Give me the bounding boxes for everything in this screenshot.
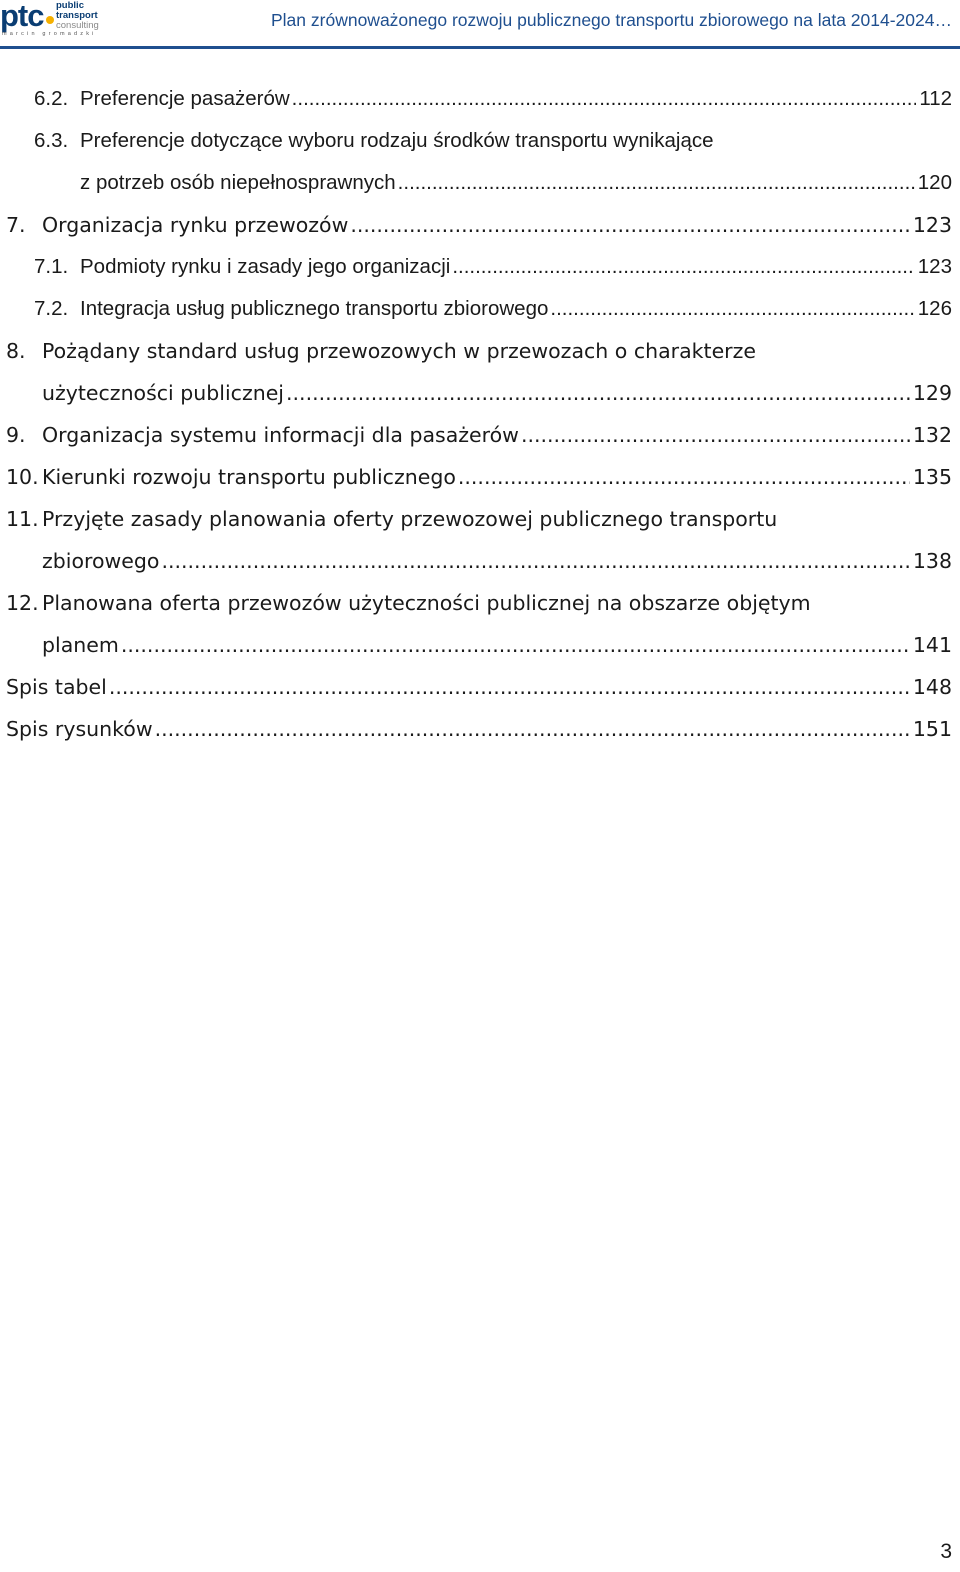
toc-entry-number: 11. — [6, 507, 39, 531]
logo-words — [56, 1, 99, 31]
toc-entry-page: 132 — [912, 423, 952, 447]
toc-dot-leader — [521, 414, 910, 456]
toc-entry-title: Planowana oferta przewozów użyteczności publicznej na obszarze objętym — [42, 591, 811, 615]
toc-dot-leader — [109, 666, 910, 708]
toc-entry-title: Kierunki rozwoju transportu publicznego — [42, 465, 456, 489]
toc-entry-number: 6.2. — [34, 87, 69, 110]
toc-entry-page: 120 — [917, 171, 952, 194]
toc-dot-leader — [452, 246, 914, 288]
toc-entry-number: 12. — [6, 591, 39, 615]
toc-dot-leader — [155, 708, 910, 750]
toc-dot-leader — [350, 204, 910, 246]
logo-dot-icon — [46, 16, 54, 24]
toc-entry-title: Organizacja systemu informacji dla pasażerów — [42, 423, 519, 447]
logo-word-1: public — [56, 0, 84, 11]
toc-entry-title: Preferencje pasażerów — [80, 87, 290, 110]
toc-entry-page: 126 — [917, 297, 952, 320]
toc-entry-page: 151 — [912, 717, 952, 741]
page-number: 3 — [940, 1540, 952, 1563]
toc-entry-page: 123 — [912, 213, 952, 237]
toc-dot-leader — [458, 456, 910, 498]
logo-word-2: transport — [56, 10, 98, 21]
page-header — [0, 0, 960, 44]
toc-entry-continuation[interactable] — [42, 624, 952, 666]
toc-entry-number: 10. — [6, 465, 39, 489]
toc-dot-leader — [398, 162, 915, 204]
toc-entry[interactable] — [6, 708, 952, 750]
toc-entry-title: Spis tabel — [6, 675, 107, 699]
toc-entry-title: Integracja usług publicznego transportu zbiorowego — [80, 297, 549, 320]
toc-entry-page: 112 — [919, 87, 952, 110]
toc-entry-title: Podmioty rynku i zasady jego organizacji — [80, 255, 451, 278]
toc-entry[interactable] — [6, 456, 952, 498]
toc-entry-title: Preferencje dotyczące wyboru rodzaju środków transportu wynikające — [80, 129, 714, 152]
toc-entry-title: planem — [42, 633, 119, 657]
toc-entry[interactable] — [6, 414, 952, 456]
toc-entry-title: Przyjęte zasady planowania oferty przewozowej publicznego transportu — [42, 507, 778, 531]
toc-entry-page: 129 — [912, 381, 952, 405]
toc-entry-page: 123 — [917, 255, 952, 278]
toc-entry-title: Organizacja rynku przewozów — [42, 213, 349, 237]
toc-entry[interactable] — [34, 246, 952, 288]
toc-entry-number: 7. — [6, 213, 26, 237]
toc-entry[interactable] — [34, 120, 952, 162]
toc-entry[interactable] — [34, 288, 952, 330]
toc-dot-leader — [550, 288, 914, 330]
toc-entry-title: użyteczności publicznej — [42, 381, 285, 405]
toc-entry[interactable] — [6, 204, 952, 246]
toc-entry-number: 7.2. — [34, 297, 69, 320]
document-title: Plan zrównoważonego rozwoju publicznego transportu zbiorowego na lata 2014-2024… — [271, 10, 952, 30]
toc-dot-leader — [161, 540, 909, 582]
toc-entry-number: 7.1. — [34, 255, 69, 278]
logo-author: marcin gromadzki — [2, 31, 97, 37]
toc-entry-continuation[interactable] — [42, 372, 952, 414]
toc-entry-number: 8. — [6, 339, 26, 363]
toc-entry[interactable] — [6, 330, 952, 372]
toc-dot-leader — [292, 78, 917, 120]
ptc-logo — [0, 0, 100, 40]
toc-entry-title: z potrzeb osób niepełnosprawnych — [80, 171, 396, 194]
toc-entry-continuation[interactable] — [80, 162, 952, 204]
toc-entry-number: 9. — [6, 423, 26, 447]
toc-entry[interactable] — [6, 666, 952, 708]
toc-entry-continuation[interactable] — [42, 540, 952, 582]
logo-mark: ptc — [0, 0, 44, 33]
toc-entry[interactable] — [34, 78, 952, 120]
toc-dot-leader — [121, 624, 910, 666]
toc-entry-page: 138 — [912, 549, 952, 573]
toc-entry[interactable] — [6, 498, 952, 540]
toc-entry-page: 148 — [912, 675, 952, 699]
toc-entry-number: 6.3. — [34, 129, 69, 152]
toc-entry-page: 135 — [912, 465, 952, 489]
toc-dot-leader — [286, 372, 910, 414]
toc-entry-page: 141 — [912, 633, 952, 657]
header-divider — [0, 46, 960, 49]
toc-entry-title: zbiorowego — [42, 549, 160, 573]
logo-word-3: consulting — [56, 20, 99, 31]
toc-entry[interactable] — [6, 582, 952, 624]
toc-entry-title: Spis rysunków — [6, 717, 153, 741]
toc-entry-title: Pożądany standard usług przewozowych w przewozach o charakterze — [42, 339, 756, 363]
